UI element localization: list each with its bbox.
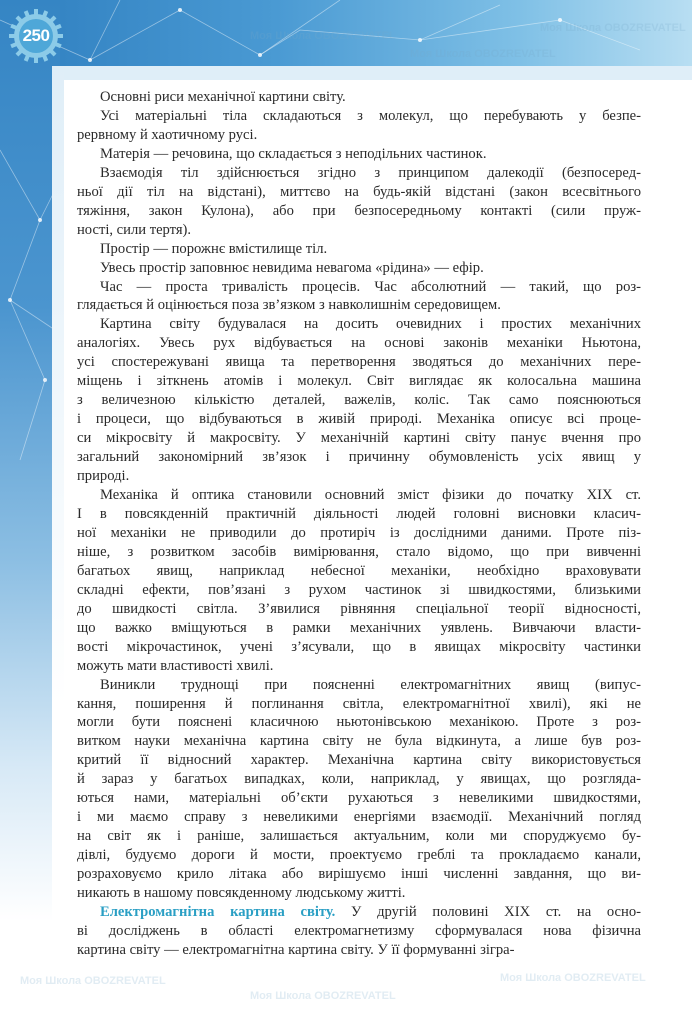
text-line: Взаємодія тіл здійснюється згідно з принципом далекодії (безпосеред- — [100, 164, 641, 181]
watermark: Моя Школа OBOZREVATEL — [250, 30, 396, 42]
text-line: що важко вміщуються в рамки механічних уявлень. Вивчаючи власти- — [77, 619, 641, 636]
text-line: міщень і зіткнень атомів і молекул. Світ виглядає як колосальна машина — [77, 373, 641, 390]
text-line: Матерія — речовина, що складається з неподільних частинок. — [100, 145, 487, 162]
text-line: можуть мати властивості хвилі. — [77, 657, 274, 674]
text-line: рервному й хаотичному русі. — [77, 126, 258, 143]
text-line: никають в нашому повсякденному людському житті. — [77, 885, 406, 902]
body-text — [77, 88, 641, 960]
text-line: на світ як і раніше, залишається актуальним, коли ми споруджуємо бу- — [77, 828, 641, 845]
text-line: ньої дії тіл на відстані), миттєво на будь-якій відстані (закон всесвітнього — [77, 183, 641, 200]
text-line: Увесь простір заповнює невидима невагома «рідина» — ефір. — [100, 259, 484, 276]
text-line: і процеси, що відбуваються в живій природі. Механіка описує всі проце- — [77, 411, 641, 428]
text-line: картина світу — електромагнітна картина світу. У її формуванні зігра- — [77, 941, 515, 958]
text-line: аналогіях. Увесь рух відбувається на основі законів механіки Ньютона, — [77, 335, 641, 352]
text-line: ної механіки не приводили до протиріч із дослідними даними. Проте піз- — [77, 524, 641, 541]
text-line: вості мікрочастинок, учені з’ясували, що в явищах мікросвіту частинки — [77, 638, 641, 655]
text-line: Простір — порожнє вмістилище тіл. — [100, 240, 328, 257]
section-heading: Електромагнітна картина світу. — [100, 903, 336, 920]
text-line: до швидкості світла. З’явилися рівняння спеціальної теорії відносності, — [77, 600, 641, 617]
text-line: Картина світу будувалася на досить очевидних і простих механічних — [100, 316, 641, 333]
text-line: могли бути пояснені класичною ньютонівською механікою. Проте з роз- — [77, 714, 641, 731]
text-line: з величезною кількістю деталей, важелів, коліс. Так само пояснюються — [77, 392, 641, 409]
text-line: кання, поширення й поглинання світла, електромагнітної хвилі), які не — [77, 695, 641, 712]
text-line: ності, сили тертя). — [77, 221, 192, 238]
text-line: критий її відносний характер. Механічна картина світу використовується — [77, 752, 641, 769]
text-line: ються нами, матеріальні об’єкти рухаються з невеликими швидкостями, — [77, 790, 641, 807]
text-line: розраховуємо крило літака або вирішуємо інші численні завдання, що ви- — [77, 866, 641, 883]
text-line: дівлі, будуємо дороги й мости, проектуємо греблі та прокладаємо канали, — [77, 847, 641, 864]
watermark: Моя Школа OBOZREVATEL — [20, 975, 166, 987]
text-line-content: У другій половині XIX ст. на осно- — [351, 903, 641, 920]
text-line: усі спостережувані явища та перетворення зводяться до механічних пере- — [77, 354, 641, 371]
text-line: витком науки механічна картина світу не була відкинута, а лише був роз- — [77, 733, 641, 750]
text-line: природі. — [77, 468, 130, 485]
text-line: ві досліджень в області електромагнетизму сформувалася нова фізична — [77, 922, 641, 939]
text-line: тяжіння, закон Кулона), або при безпосередньому контакті (сили пруж- — [77, 202, 641, 219]
panel-left-border — [52, 66, 64, 706]
text-line: багатьох явищ, наприклад небесної механіки, необхідно враховувати — [77, 562, 641, 579]
text-line: Основні риси механічної картини світу. — [100, 89, 346, 105]
watermark: Моя Школа OBOZREVATEL — [540, 22, 686, 34]
text-line: і ми маємо справу з невеликими енергіями взаємодії. Механічний погляд — [77, 809, 641, 826]
text-line: ніше, з розвитком засобів вимірювання, стало відомо, що при вивченні — [77, 543, 641, 560]
text-line: І в повсякденній практичній діяльності людей головні висновки класич- — [77, 505, 641, 522]
text-line: загальний закономірний зв’язок і причинну обумовленість усіх явищ у — [77, 449, 641, 466]
text-line: й зараз у багатьох випадках, коли, наприклад, у явищах, що розгляда- — [77, 771, 641, 788]
text-line: Усі матеріальні тіла складаються з молекул, що перебувають у безпе- — [100, 107, 641, 124]
text-line — [77, 903, 641, 922]
text-line: Час — проста тривалість процесів. Час абсолютний — такий, що роз- — [100, 278, 641, 295]
page-number: 250 — [22, 26, 50, 45]
text-line: Виникли труднощі при поясненні електромагнітних явищ (випус- — [100, 676, 641, 693]
watermark: Моя Школа OBOZREVATEL — [250, 990, 396, 1002]
watermark: Моя Школа OBOZREVATEL — [500, 972, 646, 984]
text-line: Механіка й оптика становили основний зміст фізики до початку XIX ст. — [100, 487, 641, 504]
text-line: си мікросвіту й макросвіту. У механічній картині світу панує вчення про — [77, 430, 641, 447]
watermark: Моя Школа OBOZREVATEL — [410, 48, 556, 60]
text-line: глядається й оцінюється поза зв’язком з навколишнім середовищем. — [77, 297, 501, 314]
panel-top-border — [52, 66, 692, 80]
text-line: складні ефекти, пов’язані з рухом частинок зі швидкостями, близькими — [77, 581, 641, 598]
